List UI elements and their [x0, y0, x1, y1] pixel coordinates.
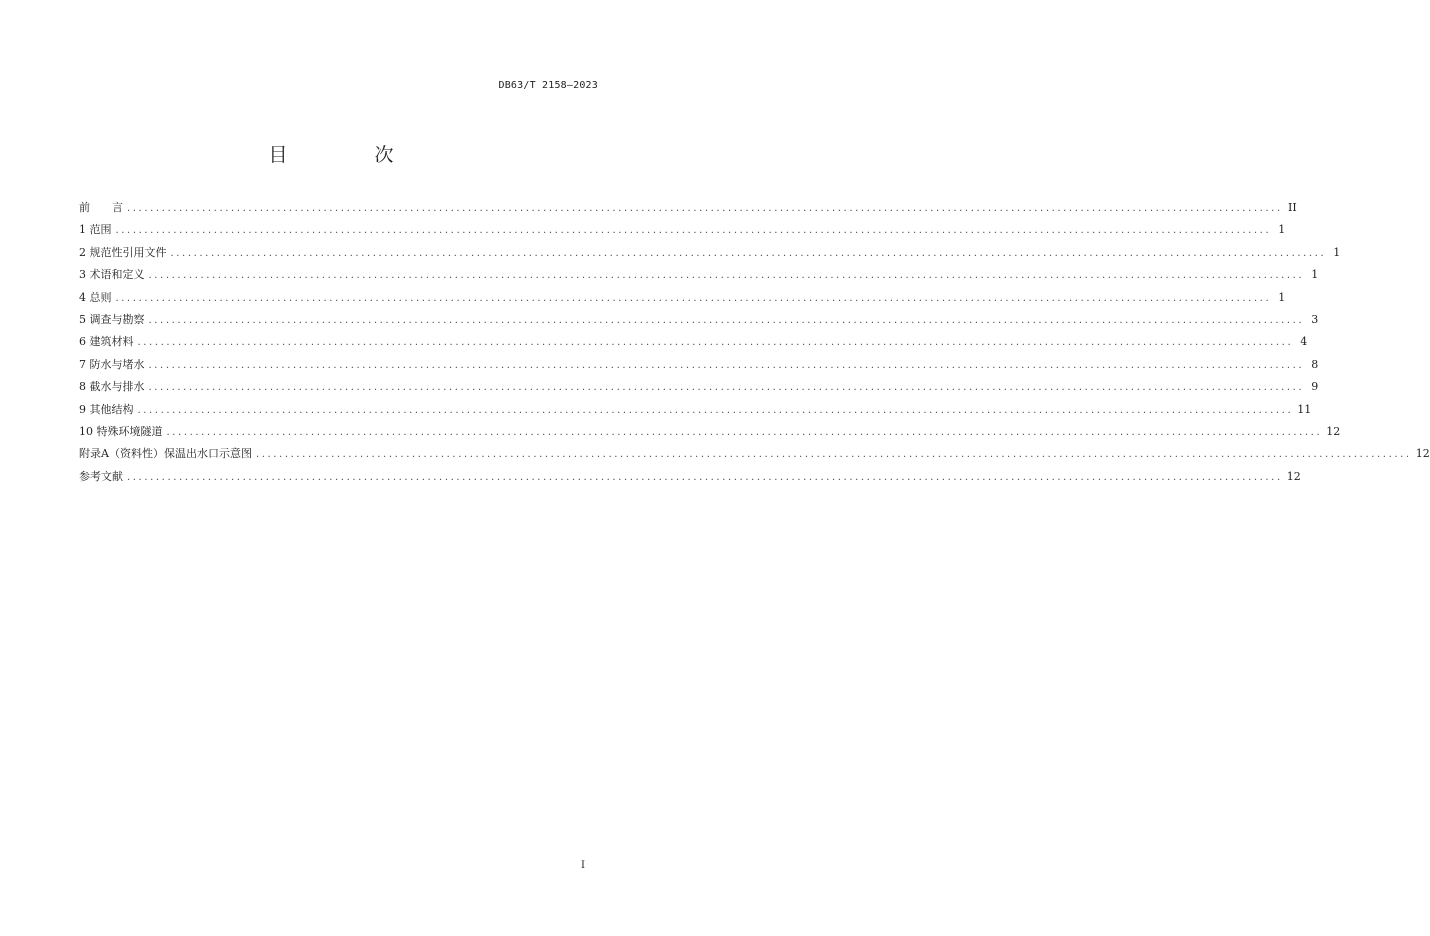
toc-entry-page: 1 [1278, 223, 1286, 237]
toc-entry-label: 参考文献 [79, 469, 123, 483]
toc-entry[interactable] [79, 244, 1341, 266]
toc-entry-page: 12 [1286, 469, 1301, 483]
toc-entry-label: 3 术语和定义 [79, 268, 145, 282]
toc-entry-label: 1 范围 [79, 223, 112, 237]
toc-entry[interactable] [79, 289, 1286, 311]
toc-entry[interactable] [79, 356, 1319, 378]
toc-entry-label: 7 防水与堵水 [79, 357, 145, 371]
toc-dot-leader: ........................................................................................................................................................................................................ [148, 314, 1305, 326]
toc-dot-leader: ........................................................................................................................................................................................................ [127, 471, 1283, 483]
toc-entry-label: 4 总则 [79, 290, 112, 304]
toc-title: 目 次 [268, 144, 428, 166]
toc-dot-leader: ........................................................................................................................................................................................................ [148, 382, 1305, 394]
toc-dot-leader: ........................................................................................................................................................................................................ [148, 270, 1305, 282]
toc-entry-label: 5 调查与勘察 [79, 312, 145, 326]
toc-entry[interactable] [79, 199, 1297, 221]
toc-dot-leader: ........................................................................................................................................................................................................ [115, 225, 1272, 237]
toc-dot-leader: ........................................................................................................................................................................................................ [127, 203, 1283, 214]
toc-entry[interactable] [79, 423, 1341, 445]
toc-entry[interactable] [79, 378, 1319, 400]
toc-entry[interactable] [79, 401, 1312, 423]
toc-entry[interactable] [79, 221, 1286, 243]
toc-entry-label: 2 规范性引用文件 [79, 245, 167, 259]
toc-entry[interactable] [79, 266, 1319, 288]
toc-dot-leader: ........................................................................................................................................................................................................ [137, 404, 1294, 416]
toc-entry-page: II [1288, 201, 1297, 214]
toc-entry-page: 1 [1333, 245, 1341, 259]
toc-entry-label: 前 言 [79, 201, 123, 214]
toc-dot-leader: ........................................................................................................................................................................................................ [148, 359, 1305, 371]
toc-dot-leader: ........................................................................................................................................................................................................ [170, 247, 1327, 259]
toc-entry-page: 3 [1311, 312, 1319, 326]
toc-dot-leader: ........................................................................................................................................................................................................ [115, 292, 1272, 304]
toc-entry[interactable] [79, 333, 1308, 355]
document-code: DB63/T 2158—2023 [498, 80, 598, 91]
toc-entry-page: 4 [1300, 335, 1308, 349]
toc-entry-label: 9 其他结构 [79, 402, 134, 416]
toc-entry-label: 附录A（资料性）保温出水口示意图 [79, 447, 252, 461]
toc-dot-leader: ........................................................................................................................................................................................................ [255, 449, 1412, 461]
toc-entry-page: 1 [1278, 290, 1286, 304]
toc-entry[interactable] [79, 311, 1319, 333]
toc-entry-label: 8 截水与排水 [79, 380, 145, 394]
toc-entry-page: 9 [1311, 380, 1319, 394]
toc-dot-leader: ........................................................................................................................................................................................................ [137, 337, 1294, 349]
toc-entry-page: 1 [1311, 268, 1319, 282]
toc-entry-page: 12 [1415, 447, 1430, 461]
toc-entry-page: 11 [1297, 402, 1312, 416]
table-of-contents [79, 199, 1430, 490]
toc-dot-leader: ........................................................................................................................................................................................................ [166, 426, 1323, 438]
toc-entry-label: 6 建筑材料 [79, 335, 134, 349]
page-number: I [581, 860, 585, 871]
toc-entry-page: 8 [1311, 357, 1319, 371]
toc-entry-page: 12 [1326, 424, 1341, 438]
toc-entry[interactable] [79, 445, 1430, 467]
toc-entry-label: 10 特殊环境隧道 [79, 424, 163, 438]
toc-entry[interactable] [79, 468, 1301, 490]
